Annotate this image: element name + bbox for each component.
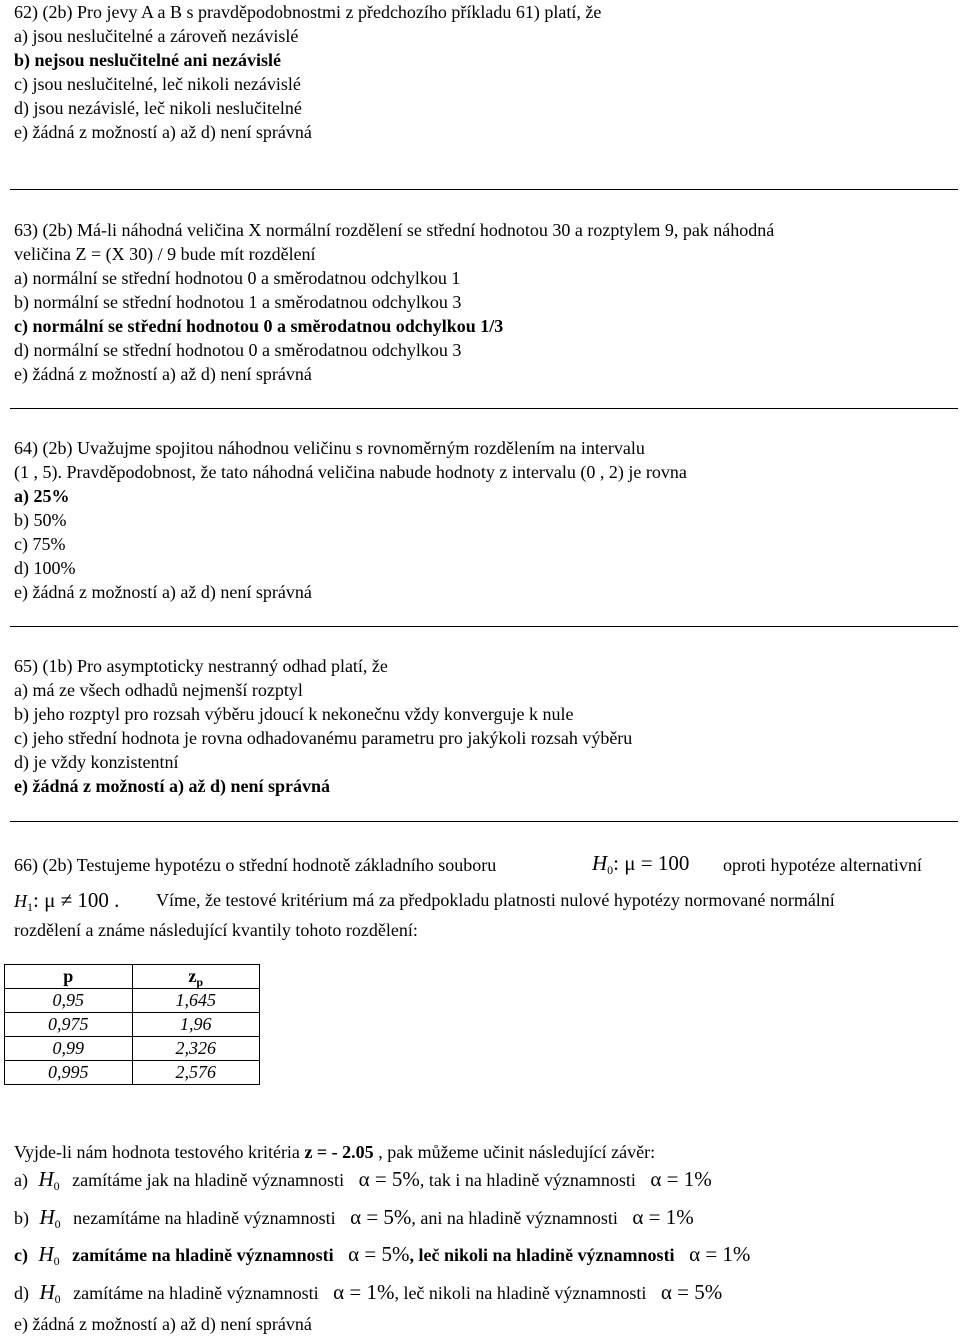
q66-option-e: e) žádná z možností a) až d) není správná bbox=[14, 1314, 312, 1334]
q64-option-a: a) 25% bbox=[14, 486, 70, 506]
h0-letter: H bbox=[39, 1280, 55, 1304]
table-header-p: p bbox=[5, 965, 133, 989]
option-text: zamítáme jak na hladině významnosti bbox=[72, 1170, 345, 1190]
table-row bbox=[5, 1037, 260, 1061]
alpha-value: α = 5% bbox=[350, 1205, 412, 1229]
question-66-stem-line3: rozdělení a známe následující kvantily tohoto rozdělení: bbox=[14, 920, 418, 940]
table-row bbox=[5, 1013, 260, 1037]
q65-option-b: b) jeho rozptyl pro rozsah výběru jdoucí k nekonečnu vždy konverguje k nule bbox=[14, 704, 574, 724]
table-cell-z: 2,326 bbox=[132, 1037, 260, 1061]
divider bbox=[10, 626, 958, 627]
q64-option-c: c) 75% bbox=[14, 534, 66, 554]
conclusion-prefix: Vyjde-li nám hodnota testového kritéria bbox=[14, 1142, 305, 1162]
q66-option-b bbox=[14, 1204, 694, 1231]
conclusion-line bbox=[14, 1140, 655, 1164]
alpha-value: α = 1% bbox=[650, 1167, 712, 1191]
q65-option-d: d) je vždy konzistentní bbox=[14, 752, 179, 772]
question-64-stem-line2: (1 , 5). Pravděpodobnost, že tato náhodná veličina nabude hodnoty z intervalu (0 , 2) je rovna bbox=[14, 462, 687, 482]
question-66-stem: 66) (2b) Testujeme hypotézu o střední hodnotě základního souboru bbox=[14, 855, 497, 875]
table-cell-z: 1,645 bbox=[132, 989, 260, 1013]
q65-option-c: c) jeho střední hodnota je rovna odhadovanému parametru pro jakýkoli rozsah výběru bbox=[14, 728, 633, 748]
alpha-value: α = 1% bbox=[689, 1242, 751, 1266]
q65-option-e: e) žádná z možností a) až d) není správná bbox=[14, 776, 330, 796]
q63-option-d: d) normální se střední hodnotou 0 a směrodatnou odchylkou 3 bbox=[14, 340, 462, 360]
table-cell-p: 0,995 bbox=[5, 1061, 133, 1085]
q66-option-d bbox=[14, 1279, 722, 1306]
question-66-stem-cont: Víme, že testové kritérium má za předpokladu platnosti nulové hypotézy normované normální bbox=[156, 890, 835, 910]
q63-option-b: b) normální se střední hodnotou 1 a směrodatnou odchylkou 3 bbox=[14, 292, 462, 312]
q62-option-b: b) nejsou neslučitelné ani nezávislé bbox=[14, 50, 282, 70]
q66-option-c bbox=[14, 1241, 750, 1268]
table-cell-z: 2,576 bbox=[132, 1061, 260, 1085]
alpha-value: α = 1% bbox=[632, 1205, 694, 1229]
option-label: d) bbox=[14, 1283, 29, 1303]
h0-hypothesis bbox=[592, 851, 689, 875]
alpha-value: α = 1% bbox=[333, 1280, 395, 1304]
table-cell-p: 0,975 bbox=[5, 1013, 133, 1037]
q64-option-b: b) 50% bbox=[14, 510, 67, 530]
alpha-value: α = 5% bbox=[358, 1167, 420, 1191]
option-text: , leč nikoli na hladině významnosti bbox=[394, 1283, 647, 1303]
q63-option-a: a) normální se střední hodnotou 0 a směrodatnou odchylkou 1 bbox=[14, 268, 461, 288]
q65-option-a: a) má ze všech odhadů nejmenší rozptyl bbox=[14, 680, 303, 700]
option-text: , ani na hladině významnosti bbox=[411, 1208, 618, 1228]
option-label: b) bbox=[14, 1208, 29, 1228]
q64-option-e: e) žádná z možností a) až d) není správná bbox=[14, 582, 312, 602]
h1-hypothesis bbox=[14, 888, 119, 913]
divider bbox=[10, 821, 958, 822]
option-text: zamítáme na hladině významnosti bbox=[72, 1245, 334, 1265]
q63-option-e: e) žádná z možností a) až d) není správná bbox=[14, 364, 312, 384]
q66-option-a bbox=[14, 1166, 712, 1193]
table-row bbox=[5, 1061, 260, 1085]
table-cell-z: 1,96 bbox=[132, 1013, 260, 1037]
option-label: c) bbox=[14, 1245, 28, 1265]
option-text: zamítáme na hladině významnosti bbox=[73, 1283, 319, 1303]
table-header-z-letter: z bbox=[188, 966, 197, 986]
table-header-row bbox=[5, 965, 260, 989]
h0-letter: H bbox=[38, 1242, 54, 1266]
q63-option-c: c) normální se střední hodnotou 0 a směrodatnou odchylkou 1/3 bbox=[14, 316, 504, 336]
option-label: a) bbox=[14, 1170, 28, 1190]
q62-option-c: c) jsou neslučitelné, leč nikoli nezávislé bbox=[14, 74, 301, 94]
quantile-table bbox=[4, 964, 260, 1085]
h0-expression: : μ = 100 bbox=[613, 851, 690, 875]
question-63-stem: 63) (2b) Má-li náhodná veličina X normální rozdělení se střední hodnotou 30 a rozptylem 9, pak náhodná bbox=[14, 220, 775, 240]
table-row bbox=[5, 989, 260, 1013]
table-cell-p: 0,95 bbox=[5, 989, 133, 1013]
h0-letter: H bbox=[39, 1205, 55, 1229]
q64-option-d: d) 100% bbox=[14, 558, 76, 578]
h0-sub: 0 bbox=[53, 1179, 60, 1193]
table-header-z bbox=[132, 965, 260, 989]
h1-sub: 1 bbox=[27, 900, 33, 914]
question-64-stem: 64) (2b) Uvažujme spojitou náhodnou veličinu s rovnoměrným rozdělením na intervalu bbox=[14, 438, 645, 458]
h0-letter: H bbox=[38, 1167, 54, 1191]
option-text: , tak i na hladině významnosti bbox=[419, 1170, 636, 1190]
option-text: , leč nikoli na hladině významnosti bbox=[409, 1245, 675, 1265]
divider bbox=[10, 189, 958, 190]
h0-sub: 0 bbox=[54, 1292, 61, 1306]
alpha-value: α = 5% bbox=[348, 1242, 410, 1266]
h0-sub: 0 bbox=[607, 863, 614, 877]
alpha-value: α = 5% bbox=[660, 1280, 723, 1304]
h0-sub: 0 bbox=[54, 1217, 61, 1231]
conclusion-value: z = - 2.05 bbox=[304, 1142, 374, 1162]
question-63-stem-line2: veličina Z = (X 30) / 9 bude mít rozdělení bbox=[14, 244, 316, 264]
divider bbox=[10, 408, 958, 409]
table-header-z-sub: p bbox=[196, 975, 204, 989]
question-66-stem-alt: oproti hypotéze alternativní bbox=[723, 855, 922, 875]
q62-option-d: d) jsou nezávislé, leč nikoli neslučitelné bbox=[14, 98, 302, 118]
q62-option-a: a) jsou neslučitelné a zároveň nezávislé bbox=[14, 26, 299, 46]
q62-option-e: e) žádná z možností a) až d) není správná bbox=[14, 122, 312, 142]
h1-expression: : μ ≠ 100 . bbox=[33, 888, 120, 912]
question-62-stem: 62) (2b) Pro jevy A a B s pravděpodobnostmi z předchozího příkladu 61) platí, že bbox=[14, 2, 602, 22]
question-65-stem: 65) (1b) Pro asymptoticky nestranný odhad platí, že bbox=[14, 656, 388, 676]
h0-sub: 0 bbox=[53, 1254, 60, 1268]
h1-letter: H bbox=[14, 891, 27, 911]
conclusion-suffix: , pak můžeme učinit následující závěr: bbox=[373, 1142, 656, 1162]
table-cell-p: 0,99 bbox=[5, 1037, 133, 1061]
h0-letter: H bbox=[592, 851, 608, 875]
option-text: nezamítáme na hladině významnosti bbox=[73, 1208, 336, 1228]
